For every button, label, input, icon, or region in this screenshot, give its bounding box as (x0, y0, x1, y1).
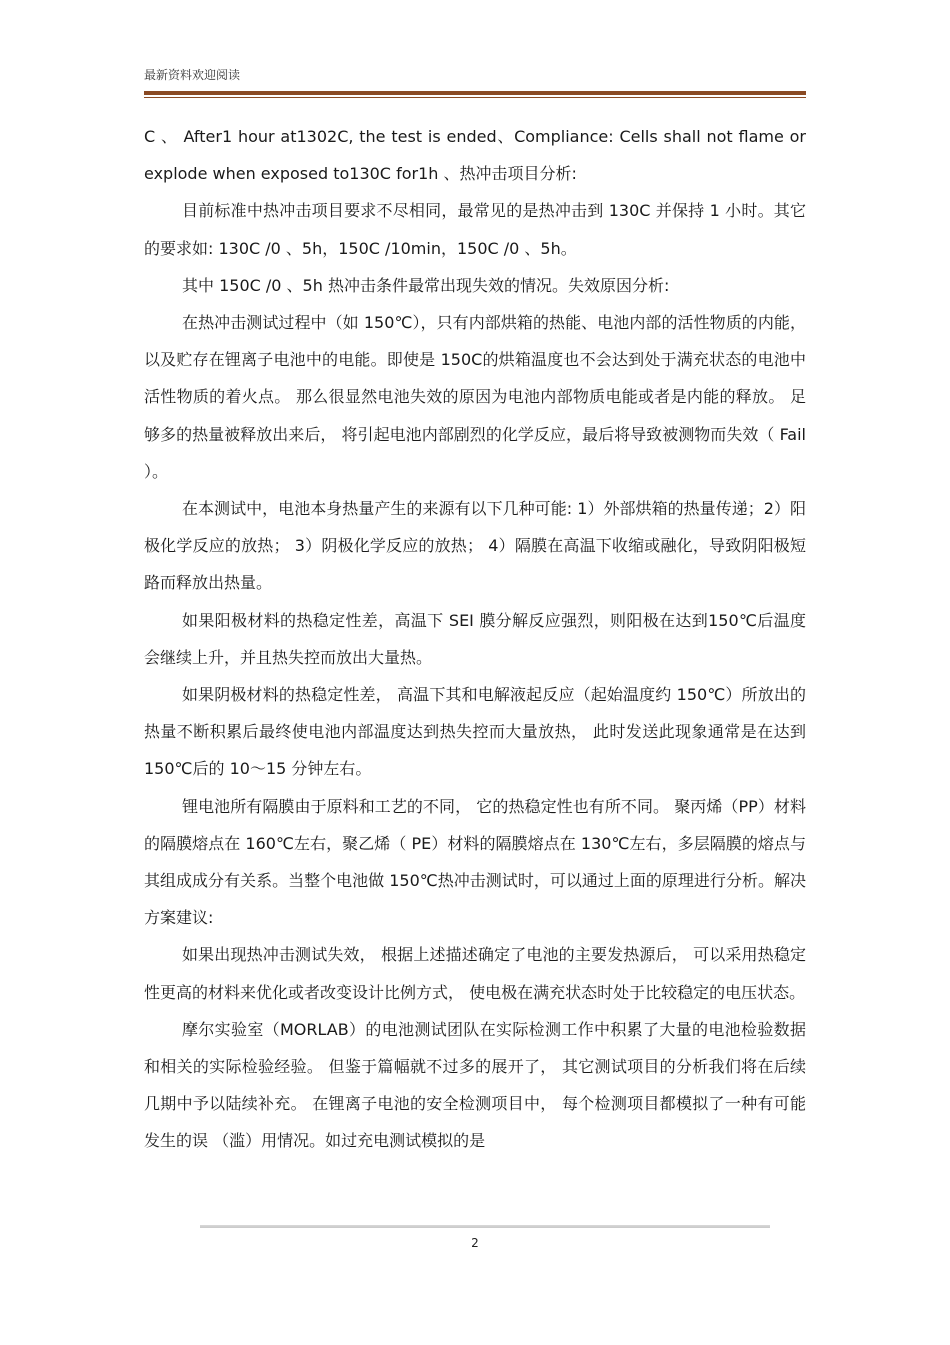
document-body (144, 118, 806, 1160)
paragraph: 如果阳极材料的热稳定性差，高温下 SEI 膜分解反应强烈，则阳极在达到150℃后温度会继续上升，并且热失控而放出大量热。 (144, 610, 806, 667)
paragraph: 其中 150C /0 、5h 热冲击条件最常出现失效的情况。失效原因分析: (182, 275, 670, 295)
page-number: 2 (471, 1236, 479, 1250)
paragraph: 在热冲击测试过程中（如 150℃），只有内部烘箱的热能、电池内部的活性物质的内能，以及贮存在锂离子电池中的电能。即使是 150C的烘箱温度也不会达到处于满充状态的电池中活性物质的着火点。 那么很显然电池失效的原因为电池内部物质电能或者是内能的释放。 足够多的热量被释放出来后， 将引起电池内部剧烈的化学反应，最后将导致被测物而失效（ Fail ）。 (144, 313, 806, 481)
paragraph: 锂电池所有隔膜由于原料和工艺的不同， 它的热稳定性也有所不同。 聚丙烯（PP）材料的隔膜熔点在 160℃左右，聚乙烯（ PE）材料的隔膜熔点在 130℃左右，多层隔膜的熔点与其组成成分有关系。当整个电池做 150℃热冲击测试时，可以通过上面的原理进行分析。解决方案建议: (144, 796, 806, 928)
header-rule-thin (144, 97, 806, 98)
paragraph: 摩尔实验室（MORLAB）的电池测试团队在实际检测工作中积累了大量的电池检验数据和相关的实际检验经验。 但鉴于篇幅就不过多的展开了， 其它测试项目的分析我们将在后续几期中予以陆续补充。 在锂离子电池的安全检测项目中， 每个检测项目都模拟了一种有可能发生的误 （滥）用情况。如过充电测试模拟的是 (144, 1019, 806, 1151)
paragraph: C 、 After1 hour at1302C, the test is ended、Compliance: Cells shall not flame or explode when exposed to130C for1h 、热冲击项目分析: (144, 127, 806, 184)
paragraph: 如果出现热冲击测试失效， 根据上述描述确定了电池的主要发热源后， 可以采用热稳定性更高的材料来优化或者改变设计比例方式， 使电极在满充状态时处于比较稳定的电压状态。 (144, 945, 806, 1002)
paragraph: 如果阴极材料的热稳定性差， 高温下其和电解液起反应（起始温度约 150℃）所放出的热量不断积累后最终使电池内部温度达到热失控而大量放热， 此时发送此现象通常是在达到 150℃后的 10～15 分钟左右。 (144, 685, 806, 779)
header-title: 最新资料欢迎阅读 (144, 68, 241, 82)
header-rule-thick (144, 91, 806, 95)
footer-rule (200, 1225, 770, 1228)
paragraph: 目前标准中热冲击项目要求不尽相同，最常见的是热冲击到 130C 并保持 1 小时。其它的要求如: 130C /0 、5h，150C /10min，150C /0 、5h。 (144, 201, 806, 258)
paragraph: 在本测试中，电池本身热量产生的来源有以下几种可能: 1）外部烘箱的热量传递；2）阳极化学反应的放热； 3）阴极化学反应的放热； 4）隔膜在高温下收缩或融化，导致阴阳极短路而释放出热量。 (144, 499, 806, 593)
